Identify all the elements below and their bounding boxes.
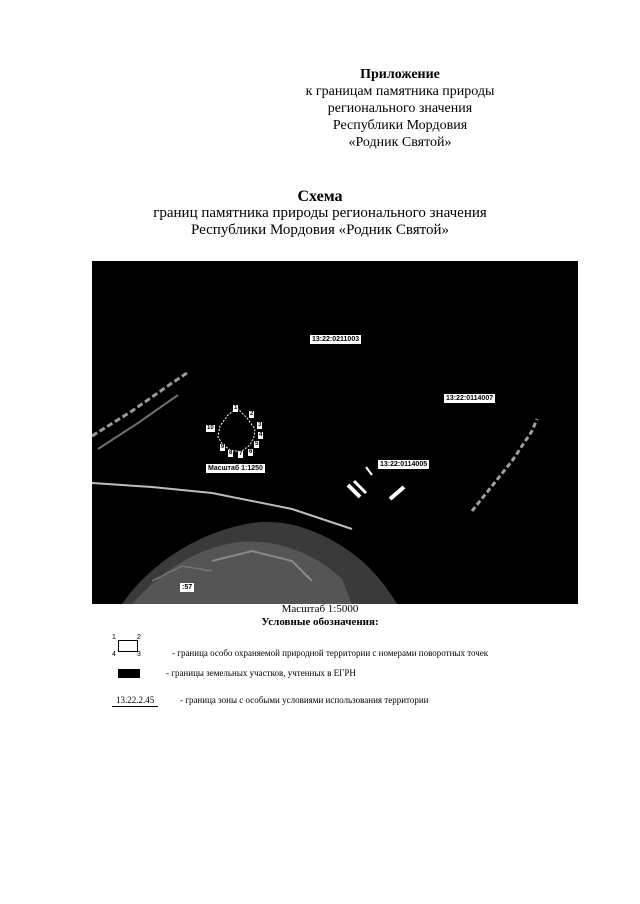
boundary-point: 4 — [259, 432, 263, 438]
road-line-left — [92, 373, 187, 436]
boundary-point: 8 — [229, 450, 233, 456]
legend-text: - граница особо охраняемой природной территории с номерами поворотных точек — [172, 648, 489, 658]
map-drawing — [92, 261, 578, 604]
legend-point-number: 1 — [112, 634, 116, 641]
appendix-line-4: «Родник Святой» — [348, 135, 452, 150]
road-line-right — [472, 419, 537, 511]
legend-item-parcels — [106, 668, 566, 684]
boundary-point: 5 — [255, 441, 259, 447]
appendix-line-2: регионального значения — [327, 101, 473, 116]
parcel-label: :57 — [182, 584, 193, 591]
road-line-left-2 — [98, 395, 178, 449]
boundary-symbol — [118, 640, 138, 652]
legend-title: Условные обозначения: — [261, 616, 379, 628]
feature-stroke-4 — [366, 467, 372, 475]
parcel-label: 13:22:0211003 — [312, 336, 360, 343]
boundary-point: 7 — [239, 451, 243, 457]
boundary-point: 2 — [250, 411, 254, 417]
map-scale: Масштаб 1:5000 — [281, 603, 359, 615]
boundary-point: 6 — [249, 449, 253, 455]
legend-point-number: 4 — [112, 651, 116, 658]
boundary-point: 1 — [234, 405, 238, 411]
legend-point-number: 2 — [137, 634, 141, 641]
parcel-symbol — [118, 669, 140, 678]
scheme-line-2: Республики Мордовия «Родник Святой» — [190, 222, 450, 238]
appendix-line-3: Республики Мордовия — [332, 118, 468, 133]
inset-scale-label: Масштаб 1:1250 — [208, 465, 263, 472]
appendix-line-1: к границам памятника природы — [305, 84, 495, 99]
parcel-label: 13:22:0114005 — [380, 461, 428, 468]
boundary-point: 10 — [207, 425, 214, 431]
appendix-title: Приложение — [360, 67, 440, 82]
boundary-point: 9 — [221, 444, 225, 450]
boundary-point: 3 — [258, 422, 262, 428]
scheme-title: Схема — [297, 188, 343, 205]
appendix-header — [270, 66, 530, 151]
scheme-line-1: границ памятника природы регионального значения — [153, 205, 487, 221]
legend-text: - граница зоны с особыми условиями использования территории — [180, 695, 429, 705]
legend-point-number: 3 — [137, 651, 141, 658]
parcel-label: 13:22:0114007 — [446, 395, 494, 402]
legend-text: - границы земельных участков, учтенных в ЕГРН — [166, 668, 356, 678]
legend-item-zone — [106, 695, 566, 711]
zone-code-symbol: 13.22.2.45 — [112, 695, 158, 707]
track-line — [92, 483, 352, 529]
feature-stroke-3 — [390, 487, 404, 499]
legend-item-boundary — [106, 632, 566, 656]
map-image[interactable] — [92, 261, 578, 604]
scheme-header — [0, 188, 640, 239]
